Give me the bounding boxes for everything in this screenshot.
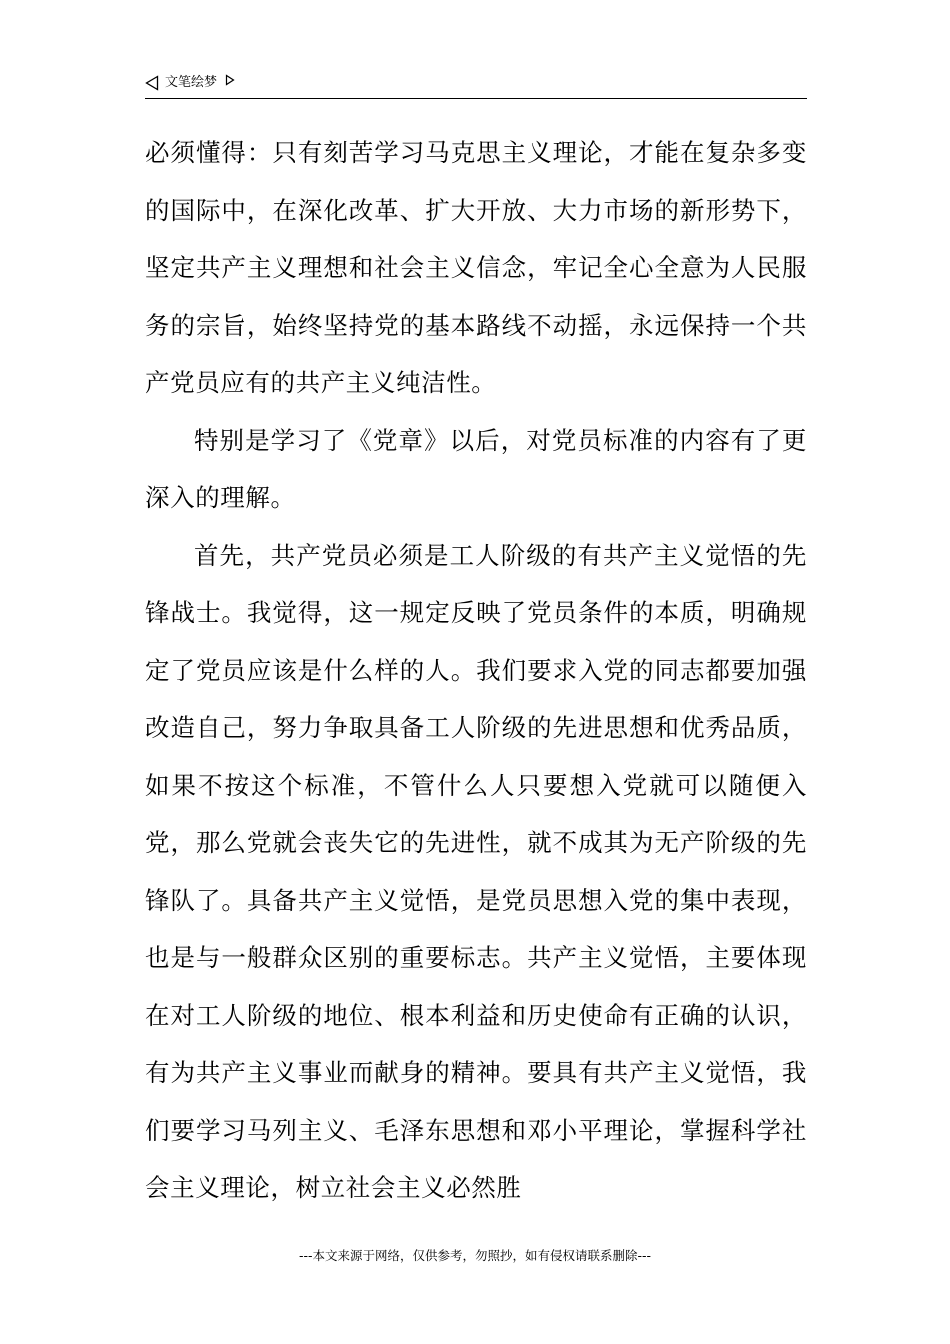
header-brand-text: 文笔绘梦 xyxy=(165,75,218,90)
header-brand-group xyxy=(145,74,235,92)
paragraph-1: 必须懂得：只有刻苦学习马克思主义理论，才能在复杂多变的国际中，在深化改革、扩大开放、大力市场的新形势下，坚定共产主义理想和社会主义信念，牢记全心全意为人民服务的宗旨，始终坚持党的基本路线不动摇，永远保持一个共产党员应有的共产主义纯洁性。 xyxy=(145,138,807,397)
triangle-left-outline-icon xyxy=(145,75,159,91)
paragraph-3: 首先，共产党员必须是工人阶级的有共产主义觉悟的先锋战士。我觉得，这一规定反映了党员条件的本质，明确规定了党员应该是什么样的人。我们要求入党的同志都要加强改造自己，努力争取具备工人阶级的先进思想和优秀品质，如果不按这个标准，不管什么人只要想入党就可以随便入党，那么党就会丧失它的先进性，就不成其为无产阶级的先锋队了。具备共产主义觉悟，是党员思想入党的集中表现，也是与一般群众区别的重要标志。共产主义觉悟，主要体现在对工人阶级的地位、根本利益和历史使命有正确的认识，有为共产主义事业而献身的精神。要具有共产主义觉悟，我们要学习马列主义、毛泽东思想和邓小平理论，掌握科学社会主义理论，树立社会主义必然胜 xyxy=(145,540,807,1202)
document-body xyxy=(145,124,807,1217)
triangle-right-outline-icon xyxy=(225,74,235,86)
page-header xyxy=(145,72,807,99)
paragraph-2: 特别是学习了《党章》以后，对党员标准的内容有了更深入的理解。 xyxy=(145,425,807,512)
page-footer-notice: ---本文来源于网络，仅供参考，勿照抄，如有侵权请联系删除--- xyxy=(298,1248,652,1263)
